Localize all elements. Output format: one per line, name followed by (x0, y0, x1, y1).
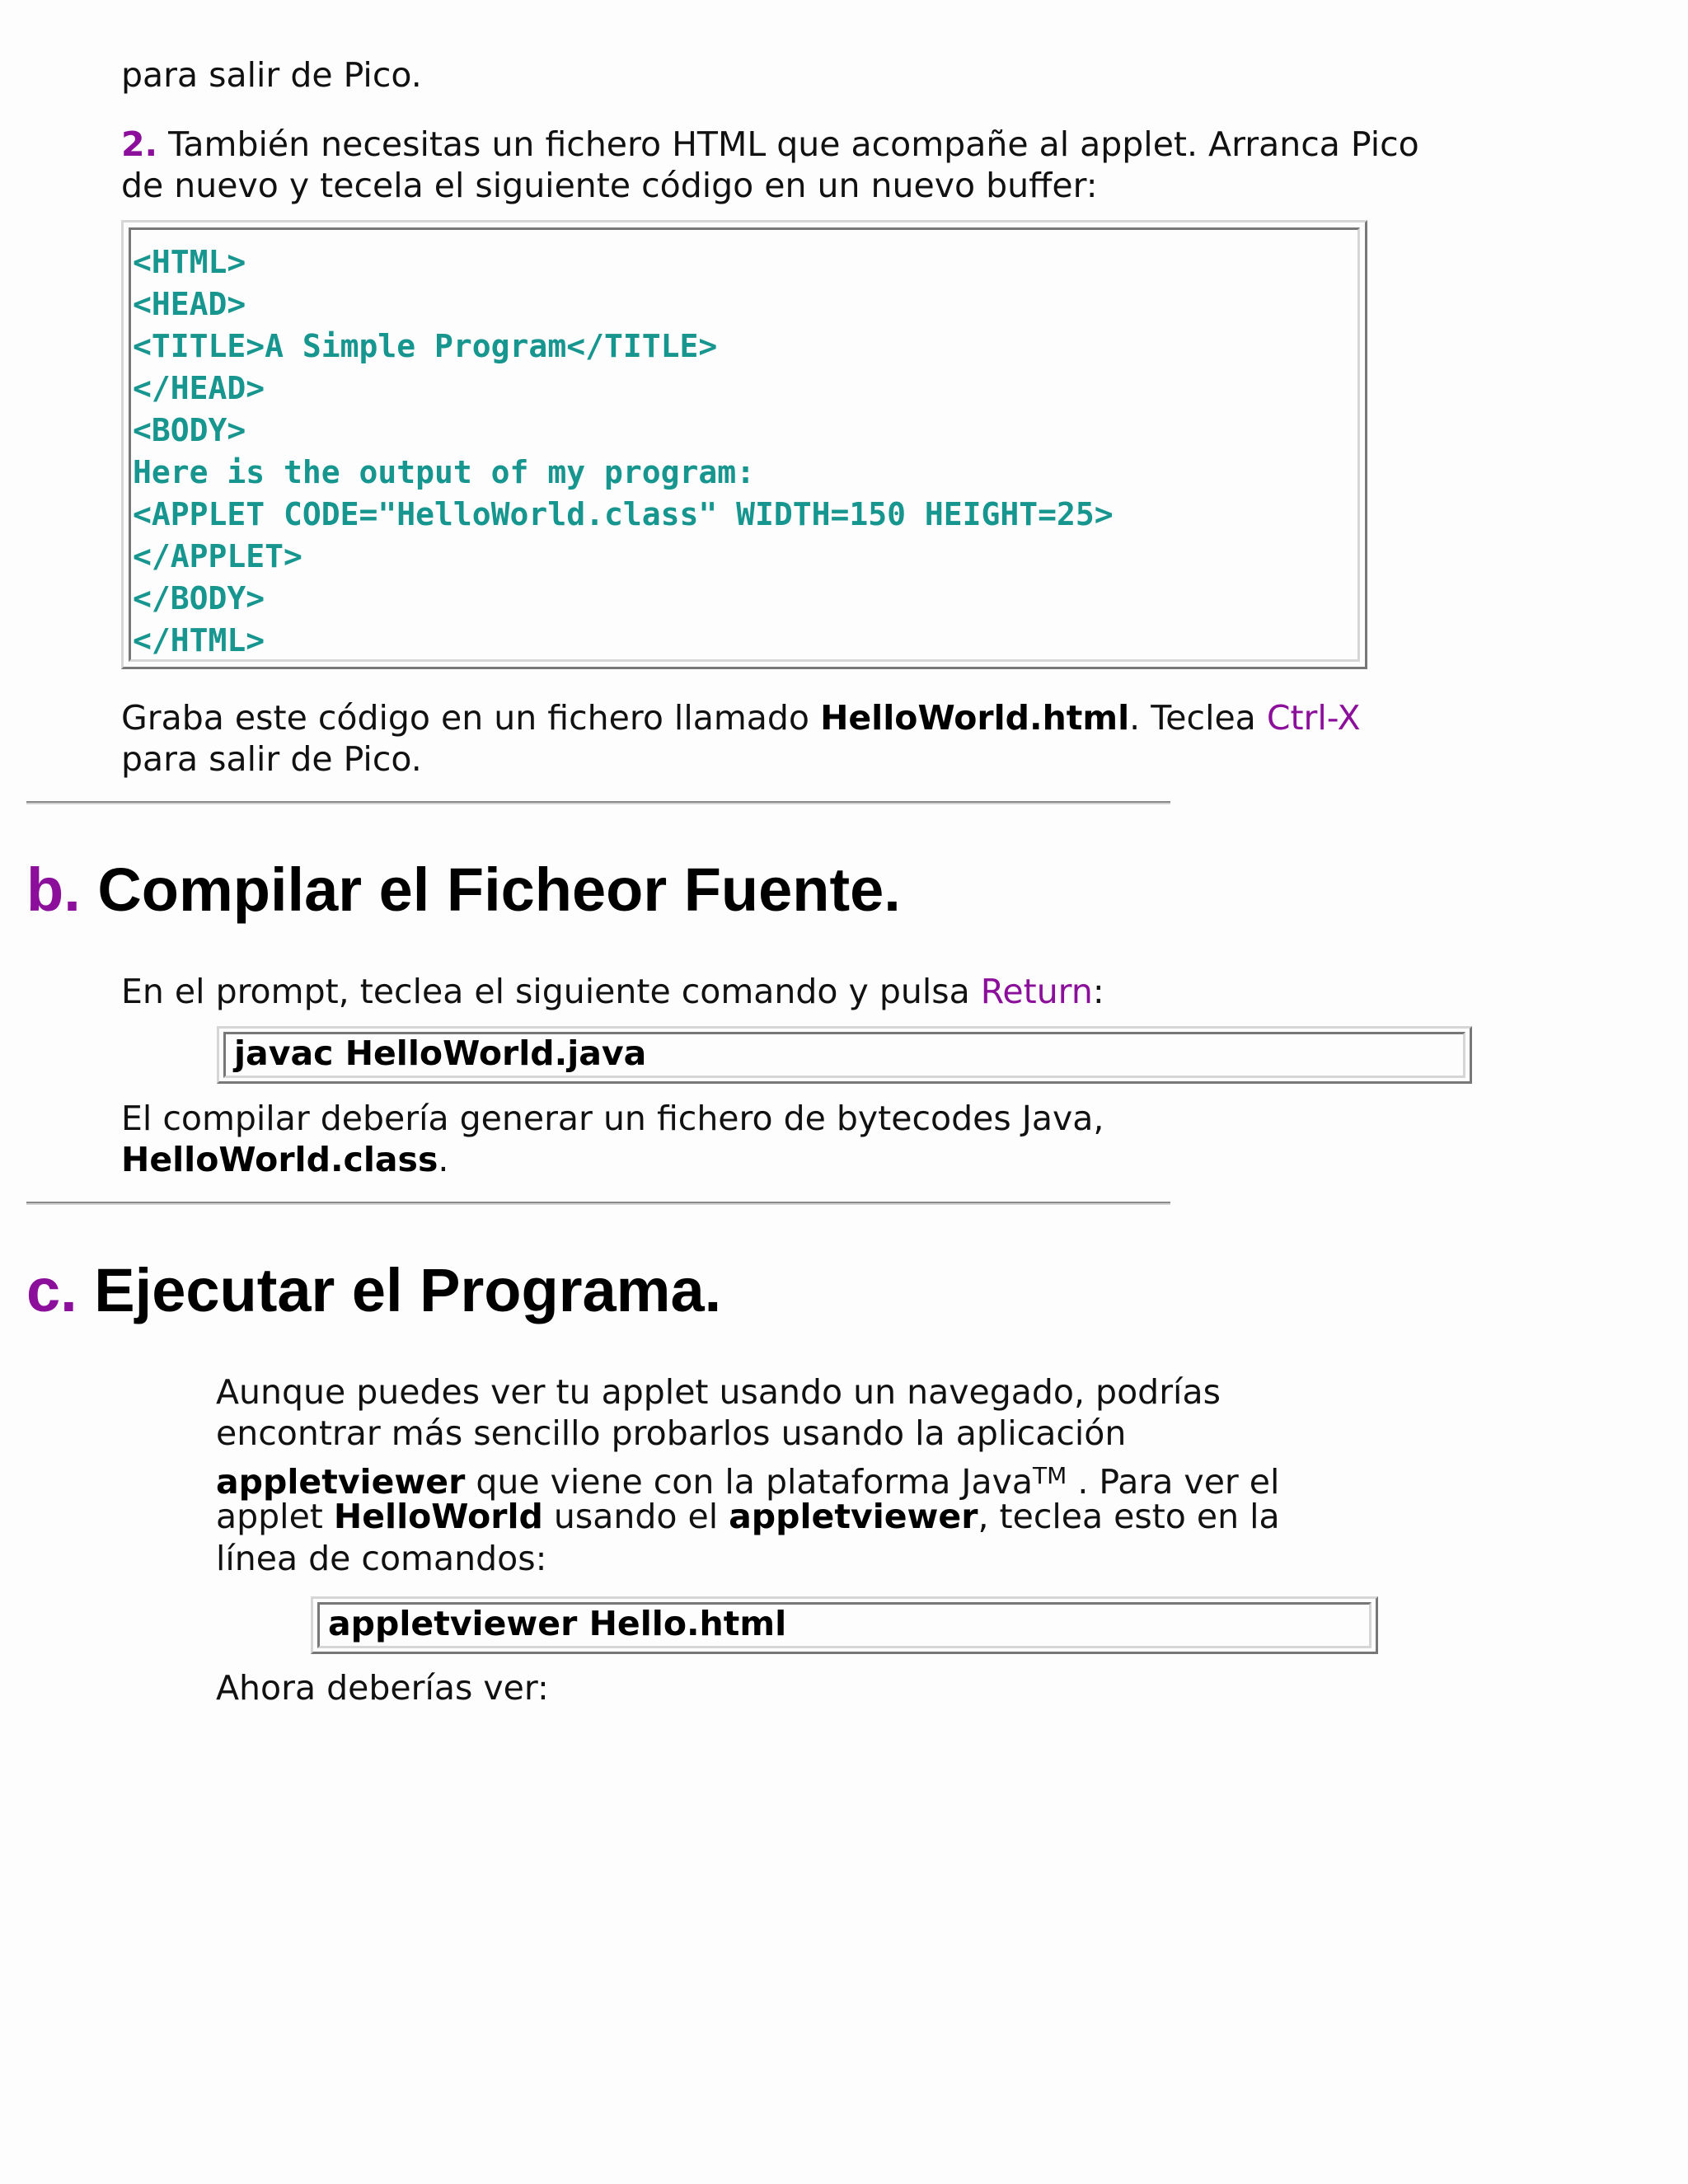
code-line: <HEAD> (133, 286, 246, 322)
horizontal-rule (26, 1202, 1170, 1205)
appletviewer-term: appletviewer (729, 1497, 978, 1536)
command-box-appletviewer (311, 1596, 1378, 1654)
save-note-line1 (121, 697, 1361, 739)
line4-a: applet (216, 1497, 334, 1536)
code-line: </BODY> (133, 580, 265, 616)
save-note-filename: HelloWorld.html (820, 698, 1130, 738)
section-c-line5: línea de comandos: (216, 1539, 547, 1578)
save-note-mid: . Teclea (1129, 698, 1267, 738)
code-line: </APPLET> (133, 538, 302, 574)
intro-text: para salir de Pico. (121, 55, 422, 95)
code-line: <TITLE>A Simple Program</TITLE> (133, 328, 718, 364)
section-c-line4 (216, 1496, 1280, 1538)
line3-rest: que viene con la plataforma Java (465, 1462, 1034, 1502)
line4-c: , teclea esto en la (978, 1497, 1280, 1536)
code-line: </HTML> (133, 622, 265, 658)
section-c-title: Ejecutar el Programa. (77, 1256, 722, 1324)
step2-text: También necesitas un fichero HTML que acompañe al applet. Arranca Pico (157, 124, 1419, 164)
section-b-title: Compilar el Ficheor Fuente. (80, 855, 901, 924)
command-box-inner (317, 1602, 1372, 1648)
command-box-inner (223, 1032, 1465, 1078)
save-note-line2: para salir de Pico. (121, 739, 422, 779)
result-end: . (438, 1140, 449, 1179)
command-box-javac (217, 1026, 1472, 1084)
section-b-result-line2 (121, 1139, 448, 1181)
instruction-suffix: : (1092, 972, 1104, 1011)
section-c-after: Ahora deberías ver: (216, 1668, 549, 1708)
result-filename: HelloWorld.class (121, 1140, 438, 1179)
step2-line1 (121, 124, 1419, 166)
step2-line2: de nuevo y tecela el siguiente código en un nuevo buffer: (121, 166, 1098, 205)
code-line: <APPLET CODE="HelloWorld.class" WIDTH=150 HEIGHT=25> (133, 496, 1114, 532)
line4-b: usando el (542, 1497, 729, 1536)
code-block (121, 220, 1367, 669)
line3-end: . Para ver el (1067, 1462, 1280, 1502)
javac-command: javac HelloWorld.java (234, 1033, 647, 1073)
code-line: </HEAD> (133, 370, 265, 406)
horizontal-rule (26, 801, 1170, 804)
section-b-instruction (121, 971, 1104, 1013)
section-c-letter: c. (26, 1256, 77, 1324)
section-b-heading (26, 857, 901, 923)
section-c-line1: Aunque puedes ver tu applet usando un navegado, podrías (216, 1372, 1221, 1412)
save-note-prefix: Graba este código en un fichero llamado (121, 698, 821, 738)
step-number: 2. (121, 124, 158, 164)
trademark-mark: TM (1033, 1462, 1067, 1489)
section-b-result-line1: El compilar debería generar un fichero de bytecodes Java, (121, 1099, 1104, 1138)
key-ctrl-x: Ctrl-X (1266, 698, 1361, 738)
code-line: <BODY> (133, 412, 246, 448)
instruction-prefix: En el prompt, teclea el siguiente comando y pulsa (121, 972, 981, 1011)
code-line: Here is the output of my program: (133, 454, 755, 490)
section-b-letter: b. (26, 855, 81, 924)
code-block-inner (129, 227, 1360, 662)
key-return: Return (980, 972, 1093, 1011)
appletviewer-term: appletviewer (216, 1462, 466, 1502)
appletviewer-command: appletviewer Hello.html (328, 1604, 787, 1643)
section-c-heading (26, 1258, 721, 1324)
code-line: <HTML> (133, 244, 246, 280)
helloworld-term: HelloWorld (333, 1497, 543, 1536)
section-c-line2: encontrar más sencillo probarlos usando la aplicación (216, 1413, 1127, 1453)
